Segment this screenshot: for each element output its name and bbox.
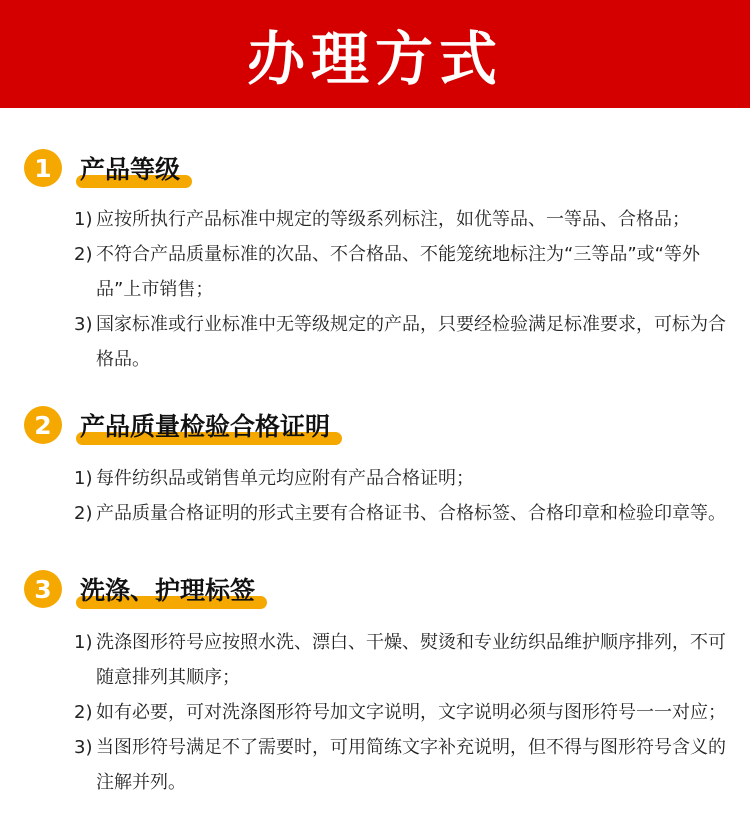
item-number: 1)	[74, 468, 93, 489]
item-text: 产品质量合格证明的形式主要有合格证书、合格标签、合格印章和检验印章等。	[96, 503, 726, 524]
item-text: 每件纺织品或销售单元均应附有产品合格证明；	[96, 468, 474, 489]
item-text: 如有必要，可对洗涤图形符号加文字说明，文字说明必须与图形符号一一对应；	[96, 702, 726, 723]
item-text: 不符合产品质量标准的次品、不合格品、不能笼统地标注为“三等品”或“等外品”上市销售；	[96, 244, 700, 300]
list-item	[74, 307, 730, 377]
page-title: 办理方式	[246, 25, 503, 93]
number-badge: 1	[24, 149, 62, 187]
section-care-label	[24, 567, 750, 800]
list-item	[74, 461, 730, 496]
section-title-wrap	[76, 407, 334, 443]
section-header	[24, 567, 750, 611]
number-badge: 3	[24, 570, 62, 608]
item-number: 1)	[74, 632, 93, 653]
item-text: 国家标准或行业标准中无等级规定的产品，只要经检验满足标准要求，可标为合格品。	[96, 314, 726, 370]
section-title: 洗涤、护理标签	[80, 576, 256, 605]
item-text: 应按所执行产品标准中规定的等级系列标注，如优等品、一等品、合格品；	[96, 209, 690, 230]
section-title-wrap	[76, 150, 184, 186]
list-item	[74, 695, 730, 730]
list-item	[74, 625, 730, 695]
item-number: 1)	[74, 209, 93, 230]
item-number: 3)	[74, 314, 93, 335]
item-number: 2)	[74, 702, 93, 723]
item-number: 2)	[74, 503, 93, 524]
item-list	[24, 461, 750, 531]
section-title: 产品等级	[80, 155, 181, 184]
item-text: 洗涤图形符号应按照水洗、漂白、干燥、熨烫和专业纺织品维护顺序排列，不可随意排列其顺序；	[96, 632, 726, 688]
item-list	[24, 202, 750, 377]
section-title: 产品质量检验合格证明	[80, 412, 331, 441]
section-header	[24, 146, 750, 190]
section-header	[24, 403, 750, 447]
list-item	[74, 496, 730, 531]
section-product-grade	[24, 146, 750, 377]
section-title-wrap	[76, 571, 259, 607]
item-list	[24, 625, 750, 800]
list-item	[74, 237, 730, 307]
item-number: 2)	[74, 244, 93, 265]
header-banner	[0, 0, 750, 108]
number-badge: 2	[24, 406, 62, 444]
content	[0, 146, 750, 800]
section-quality-certificate	[24, 403, 750, 531]
list-item	[74, 202, 730, 237]
item-number: 3)	[74, 737, 93, 758]
item-text: 当图形符号满足不了需要时，可用简练文字补充说明，但不得与图形符号含义的注解并列。	[96, 737, 726, 793]
list-item	[74, 730, 730, 800]
